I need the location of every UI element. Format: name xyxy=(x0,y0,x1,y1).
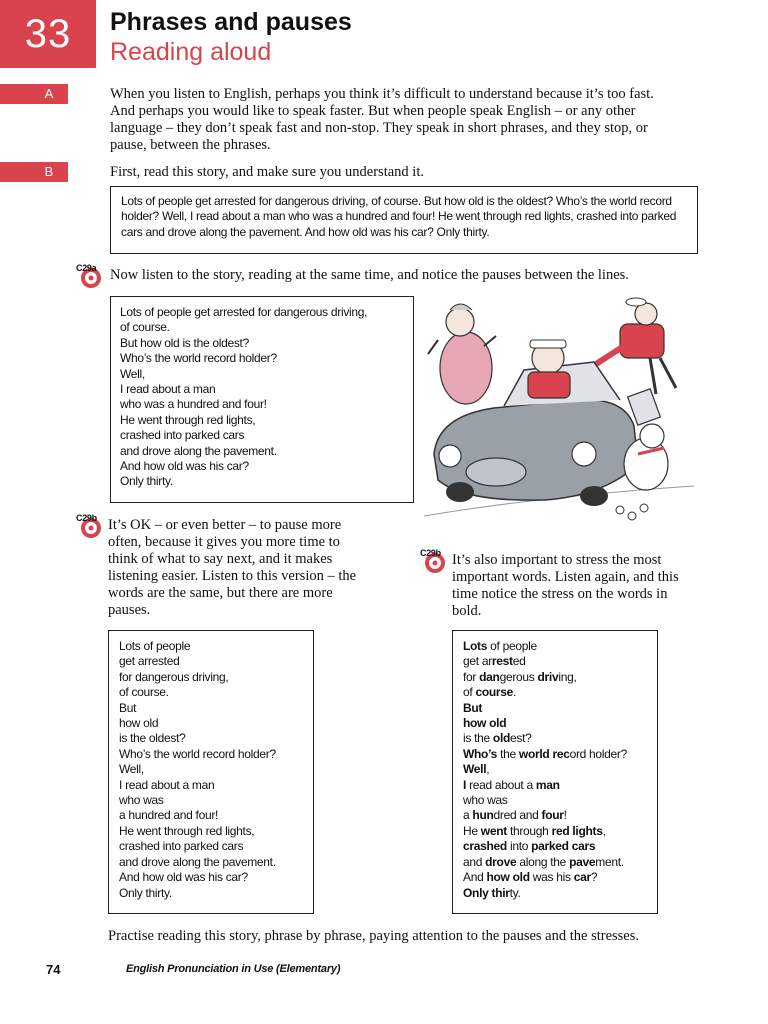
phrase-line: a hundred and four! xyxy=(119,808,219,823)
exercise-29b-left-instruction: It’s OK – or even better – to pause more often, because it gives you more time to think of what to say next, and it makes listening easier. Listen to this version – the words are the same, but there are more pauses. xyxy=(108,517,357,618)
section-b-instruction: First, read this story, and make sure you understand it. xyxy=(110,164,424,180)
unstressed-text: was his xyxy=(529,870,574,885)
unit-title: Phrases and pauses xyxy=(110,8,352,36)
unstressed-text: ing, xyxy=(558,669,577,684)
exercise-29b-right-box xyxy=(452,630,658,914)
unstressed-text: ed xyxy=(512,654,526,669)
phrase-line: He went through red lights, xyxy=(119,823,255,838)
unstressed-text: who was xyxy=(463,793,508,808)
phrase-line: I read about a man xyxy=(119,777,215,792)
section-b-tab xyxy=(0,162,68,182)
stressed-word: But xyxy=(463,700,483,715)
unstressed-text: ? xyxy=(590,870,598,885)
phrase-line: of course. xyxy=(120,320,170,335)
stressed-phrase-line xyxy=(463,839,647,854)
audio-code-c29a: C29a xyxy=(76,263,97,273)
stressed-word: Lots xyxy=(463,639,488,653)
unstressed-text: est? xyxy=(510,731,532,746)
phrase-line: Who’s the world record holder? xyxy=(119,746,276,761)
unstressed-text: read about a xyxy=(466,777,536,792)
unstressed-text: along the xyxy=(516,854,570,869)
stressed-word: Only thir xyxy=(463,885,510,900)
stressed-word: crashed xyxy=(463,839,507,854)
phrase-line: Only thirty. xyxy=(120,474,173,489)
unstressed-text: gerous xyxy=(499,669,538,684)
phrase-line: But xyxy=(119,700,137,715)
stressed-word: world rec xyxy=(518,746,570,761)
stressed-word: pave xyxy=(569,854,596,869)
stressed-phrase-line xyxy=(463,778,647,793)
stressed-phrase-line xyxy=(463,639,647,654)
unstressed-text: ord holder? xyxy=(569,746,627,761)
stressed-word: man xyxy=(535,777,560,792)
phrase-line: get arrested xyxy=(119,654,180,669)
unstressed-text: ment. xyxy=(595,854,624,869)
stressed-word: Who’s xyxy=(463,746,498,761)
phrase-line: for dangerous driving, xyxy=(119,669,229,684)
unit-subtitle: Reading aloud xyxy=(110,38,272,66)
section-b-label: B xyxy=(44,164,54,179)
stressed-word: I xyxy=(463,777,467,792)
stressed-phrase-line xyxy=(463,762,647,777)
stressed-word: car xyxy=(573,870,591,885)
phrase-line: crashed into parked cars xyxy=(120,428,245,443)
unstressed-text: for xyxy=(463,669,480,684)
audio-c29b-right[interactable] xyxy=(420,548,450,574)
intro-paragraph: When you listen to English, perhaps you think it’s difficult to understand because it’s too fast. And perhaps you would like to speak faster. But when people speak English – or any other language – they don’t speak fast and non-stop. They speak in short phrases, and they stop, or pause, between the phrases. xyxy=(110,86,654,153)
unstressed-text: ! xyxy=(563,808,567,823)
stressed-phrase-line xyxy=(463,670,647,685)
unstressed-text: dred and xyxy=(493,808,542,823)
audio-code-c29b-right: C29b xyxy=(420,548,441,558)
stressed-phrase-line xyxy=(463,685,647,700)
stressed-word: hun xyxy=(472,808,494,823)
phrase-line: how old xyxy=(119,716,159,731)
stressed-phrase-line xyxy=(463,886,647,901)
story-text: Lots of people get arrested for dangerous driving, of course. But how old is the oldest? Who’s the world record holder? Well, I read about a man who was a hundred and four! He went through red lights, crashed into parked cars and drove along the pavement. And how old was his car? Only thirty. xyxy=(121,194,677,239)
phrase-line: who was xyxy=(119,793,164,808)
stressed-word: dan xyxy=(479,669,500,684)
phrase-line: and drove along the pavement. xyxy=(119,854,276,869)
stressed-phrase-line xyxy=(463,808,647,823)
audio-c29b-left[interactable] xyxy=(76,513,106,539)
phrase-line: And how old was his car? xyxy=(119,870,248,885)
page-number: 74 xyxy=(46,962,61,977)
stressed-phrase-line xyxy=(463,747,647,762)
stressed-phrase-line xyxy=(463,654,647,669)
stressed-phrase-line xyxy=(463,870,647,885)
unit-number: 33 xyxy=(24,12,72,56)
phrase-line: and drove along the pavement. xyxy=(120,443,277,458)
phrase-line: of course. xyxy=(119,685,169,700)
stressed-word: parked cars xyxy=(531,839,596,854)
stressed-word: rest xyxy=(491,654,513,669)
phrase-line: Lots of people get arrested for dangerous driving, xyxy=(120,305,368,319)
section-a-tab xyxy=(0,84,68,104)
unstressed-text: a xyxy=(463,808,473,823)
stressed-word: how old xyxy=(486,870,530,885)
phrase-line: I read about a man xyxy=(120,382,216,397)
stressed-word: how old xyxy=(463,716,507,731)
unstressed-text: . xyxy=(513,685,517,700)
unstressed-text: of people xyxy=(487,639,537,653)
stressed-phrase-line xyxy=(463,793,647,808)
unstressed-text: is the xyxy=(463,731,493,746)
unit-number-badge xyxy=(0,0,96,68)
section-a-label: A xyxy=(44,86,54,101)
stressed-word: red lights xyxy=(551,823,603,838)
phrase-line: is the oldest? xyxy=(119,731,186,746)
exercise-29b-left-box xyxy=(108,630,314,914)
unstressed-text: , xyxy=(602,823,606,838)
unstressed-text: ty. xyxy=(509,885,521,900)
stressed-word: four xyxy=(541,808,564,823)
unstressed-text: , xyxy=(486,762,490,777)
phrase-line: Who’s the world record holder? xyxy=(120,351,277,366)
phrase-line: But how old is the oldest? xyxy=(120,335,249,350)
unstressed-text: And xyxy=(463,870,487,885)
unstressed-text: get ar xyxy=(463,654,492,669)
phrase-line: Only thirty. xyxy=(119,885,172,900)
phrase-line: And how old was his car? xyxy=(120,459,249,474)
unstressed-text: and xyxy=(463,854,486,869)
stressed-word: driv xyxy=(537,669,559,684)
phrase-line: Lots of people xyxy=(119,639,191,653)
unstressed-text: through xyxy=(506,823,552,838)
old-man-driving-car-illustration xyxy=(424,296,694,532)
exercise-29a-box xyxy=(110,296,414,503)
phrase-line: Well, xyxy=(120,366,145,381)
story-box xyxy=(110,186,698,254)
stressed-phrase-line xyxy=(463,731,647,746)
unstressed-text: the xyxy=(497,746,519,761)
stressed-word: went xyxy=(480,823,507,838)
stressed-phrase-line xyxy=(463,855,647,870)
unstressed-text: of xyxy=(463,685,476,700)
stressed-word: course xyxy=(475,685,514,700)
exercise-29a-instruction: Now listen to the story, reading at the same time, and notice the pauses between the lines. xyxy=(110,267,629,283)
audio-c29a[interactable] xyxy=(76,263,106,289)
stressed-phrase-line xyxy=(463,716,647,731)
stressed-phrase-line xyxy=(463,824,647,839)
phrase-line: crashed into parked cars xyxy=(119,839,244,854)
stressed-word: drove xyxy=(485,854,517,869)
stressed-phrase-line xyxy=(463,701,647,716)
stressed-word: old xyxy=(492,731,511,746)
stressed-word: Well xyxy=(463,762,487,777)
unstressed-text: He xyxy=(463,823,481,838)
unstressed-text: into xyxy=(506,839,532,854)
phrase-line: Well, xyxy=(119,762,144,777)
book-title: English Pronunciation in Use (Elementary) xyxy=(126,963,341,975)
phrase-line: who was a hundred and four! xyxy=(120,397,267,412)
cartoon-illustration xyxy=(424,296,694,532)
phrase-line: He went through red lights, xyxy=(120,412,256,427)
practise-instruction: Practise reading this story, phrase by phrase, paying attention to the pauses and the stresses. xyxy=(108,928,639,944)
audio-code-c29b-left: C29b xyxy=(76,513,97,523)
exercise-29b-right-instruction: It’s also important to stress the most important words. Listen again, and this time notice the stress on the words in bold. xyxy=(452,552,679,619)
